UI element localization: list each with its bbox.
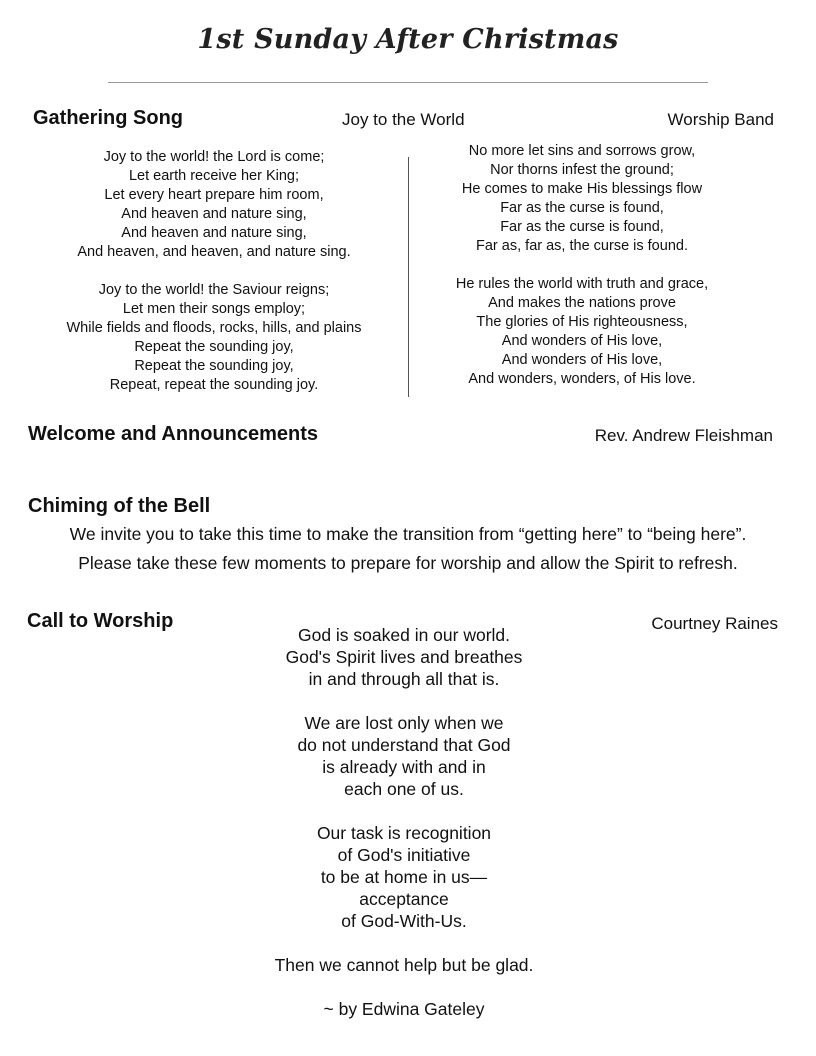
hymn-line: And wonders of His love, — [501, 333, 663, 349]
hymn-stanza — [30, 281, 398, 395]
call-to-worship-poem — [204, 624, 604, 1042]
poem-attribution — [204, 998, 604, 1020]
hymn-line: And wonders, wonders, of His love. — [468, 371, 696, 387]
poem-line: to be at home in us— — [320, 867, 488, 887]
gathering-song-heading: Gathering Song — [33, 107, 183, 129]
bell-invitation — [0, 520, 816, 578]
poem-line: each one of us. — [344, 779, 464, 799]
poem-line: God is soaked in our world. — [297, 625, 511, 645]
hymn-left-column — [30, 148, 398, 414]
hymn-stanza — [412, 142, 752, 256]
call-to-worship-heading: Call to Worship — [27, 610, 174, 632]
poem-line: in and through all that is. — [308, 669, 500, 689]
hymn-right-column — [412, 142, 752, 408]
invitation-line: Please take these few moments to prepare for worship and allow the Spirit to refresh. — [78, 553, 738, 573]
hymn-line: No more let sins and sorrows grow, — [468, 143, 696, 159]
poem-stanza — [204, 712, 604, 800]
hymn-line: Far as the curse is found, — [500, 219, 664, 235]
poem-line: Then we cannot help but be glad. — [274, 955, 534, 975]
hymn-line: Repeat the sounding joy, — [134, 358, 294, 374]
hymn-line: Let men their songs employ; — [122, 301, 306, 317]
hymn-line: Repeat, repeat the sounding joy. — [109, 377, 319, 393]
hymn-line: And heaven and nature sing, — [121, 206, 307, 222]
welcome-leader: Rev. Andrew Fleishman — [594, 426, 773, 445]
poem-line: Our task is recognition — [316, 823, 492, 843]
poem-line: We are lost only when we — [304, 713, 504, 733]
hymn-line: And makes the nations prove — [488, 295, 676, 311]
page-title: 1st Sunday After Christmas — [197, 24, 619, 55]
poem-line: do not understand that God — [297, 735, 511, 755]
invitation-line: We invite you to take this time to make the transition from “getting here” to “being here”. — [69, 524, 747, 544]
hymn-line: Repeat the sounding joy, — [134, 339, 294, 355]
hymn-line: And wonders of His love, — [501, 352, 663, 368]
poem-stanza — [204, 624, 604, 690]
title-divider — [108, 82, 708, 83]
hymn-line: While fields and floods, rocks, hills, and plains — [66, 320, 362, 336]
hymn-stanza — [30, 148, 398, 262]
hymn-line: Joy to the world! the Saviour reigns; — [98, 282, 330, 298]
poem-line: of God-With-Us. — [341, 911, 467, 931]
chiming-heading: Chiming of the Bell — [28, 495, 211, 517]
gathering-leader: Worship Band — [667, 110, 774, 129]
hymn-line: Far as, far as, the curse is found. — [476, 238, 688, 254]
poem-stanza — [204, 954, 604, 976]
hymn-line: The glories of His righteousness, — [476, 314, 688, 330]
hymn-line: And heaven, and heaven, and nature sing. — [77, 244, 351, 260]
call-leader: Courtney Raines — [651, 614, 778, 633]
poem-line: is already with and in — [322, 757, 486, 777]
song-title: Joy to the World — [342, 110, 465, 129]
hymn-line: And heaven and nature sing, — [121, 225, 307, 241]
poem-author: ~ by Edwina Gateley — [323, 999, 485, 1019]
hymn-line: Let every heart prepare him room, — [104, 187, 324, 203]
hymn-line: He rules the world with truth and grace, — [455, 276, 709, 292]
column-divider — [408, 157, 409, 397]
hymn-line: Let earth receive her King; — [128, 168, 300, 184]
poem-stanza — [204, 822, 604, 932]
poem-line: God's Spirit lives and breathes — [285, 647, 523, 667]
hymn-line: Joy to the world! the Lord is come; — [103, 149, 325, 165]
hymn-line: Far as the curse is found, — [500, 200, 664, 216]
poem-line: acceptance — [359, 889, 449, 909]
hymn-line: He comes to make His blessings flow — [461, 181, 703, 197]
hymn-stanza — [412, 275, 752, 389]
hymn-line: Nor thorns infest the ground; — [490, 162, 674, 178]
welcome-heading: Welcome and Announcements — [28, 423, 319, 445]
poem-line: of God's initiative — [337, 845, 471, 865]
